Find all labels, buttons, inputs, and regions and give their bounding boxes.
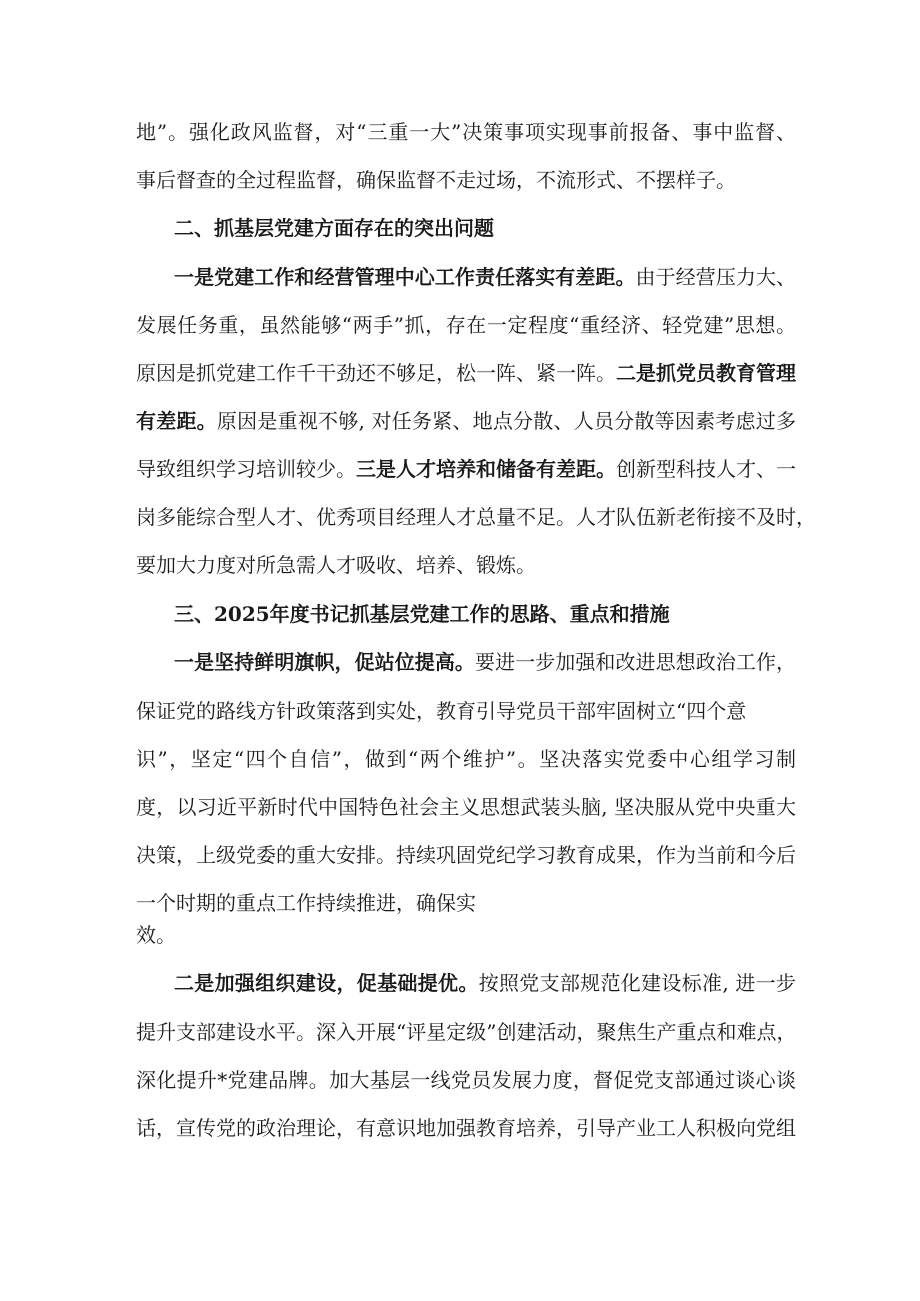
paragraph-2-line-4-text: 原因是重视不够, 对任务紧、地点分散、人员分散等因素考虑过多 (216, 409, 797, 433)
paragraph-2-line-6: 岗多能综合型人才、优秀项目经理人才总量不足。人才队伍新老衔接不及时， (136, 505, 816, 529)
point-2-heading-end: 有差距。 (136, 409, 217, 433)
measure-2-heading: 二是加强组织建设，促基础提优。 (174, 971, 479, 995)
paragraph-3-line-1-text: 要进一步加强和改进思想政治工作， (475, 650, 796, 674)
paragraph-2-line-3 (136, 359, 796, 387)
paragraph-3-line-6: 一个时期的重点工作持续推进，确保实 (136, 891, 476, 915)
paragraph-2-line-5-text: 导致组织学习培训较少。 (136, 457, 356, 481)
paragraph-2-line-5-rest: 创新型科技人才、一 (616, 457, 796, 481)
measure-1-heading: 一是坚持鲜明旗帜，促站位提高。 (174, 650, 475, 674)
paragraph-4-line-4: 话，宣传党的政治理论，有意识地加强教育培养，引导产业工人积极向党组 (136, 1116, 796, 1140)
paragraph-2-line-5 (136, 455, 796, 483)
paragraph-1-line-2: 事后督查的全过程监督，确保监督不走过场，不流形式、不摆样子。 (136, 168, 736, 192)
paragraph-2-line-1 (174, 263, 796, 291)
point-1-heading: 一是党建工作和经营管理中心工作责任落实有差距。 (174, 265, 636, 289)
paragraph-4-line-1-text: 按照党支部规范化建设标准, 进一步 (478, 971, 796, 995)
point-2-heading-start: 二是抓党员教育管理 (616, 361, 796, 385)
paragraph-2-line-7: 要加大力度对所急需人才吸收、培养、锻炼。 (136, 553, 536, 577)
paragraph-3-line-5: 决策，上级党委的重大安排。持续巩固党纪学习教育成果，作为当前和今后 (136, 843, 796, 867)
paragraph-3-line-4: 度，以习近平新时代中国特色社会主义思想武装头脑, 坚决服从党中央重大 (136, 795, 796, 819)
paragraph-4-line-1 (174, 969, 796, 997)
paragraph-2-line-4 (136, 407, 796, 435)
section-heading-3: 三、2025年度书记抓基层党建工作的思路、重点和措施 (174, 602, 670, 626)
paragraph-3-line-3: 识”，坚定“四个自信”，做到“两个维护”。坚决落实党委中心组学习制 (136, 747, 796, 771)
point-3-heading: 三是人才培养和储备有差距。 (356, 457, 616, 481)
paragraph-2-line-1-text: 由于经营压力大、 (635, 265, 797, 289)
paragraph-4-line-2: 提升支部建设水平。深入开展“评星定级”创建活动，聚焦生产重点和难点， (136, 1020, 797, 1044)
paragraph-3-line-1 (174, 648, 796, 676)
paragraph-3-line-2: 保证党的路线方针政策落到实处，教育引导党员干部牢固树立“四个意 (136, 699, 747, 723)
paragraph-3-line-7: 效。 (136, 923, 176, 947)
paragraph-2-line-3-text: 原因是抓党建工作千干劲还不够足，松一阵、紧一阵。 (136, 361, 616, 385)
paragraph-2-line-2: 发展任务重，虽然能够“两手”抓，存在一定程度“重经济、轻党建”思想。 (136, 313, 796, 337)
paragraph-4-line-3: 深化提升*党建品牌。加大基层一线党员发展力度，督促党支部通过谈心谈 (136, 1068, 796, 1092)
paragraph-1-line-1: 地”。强化政风监督，对“三重一大”决策事项实现事前报备、事中监督、 (136, 120, 796, 144)
section-heading-2: 二、抓基层党建方面存在的突出问题 (174, 216, 494, 240)
